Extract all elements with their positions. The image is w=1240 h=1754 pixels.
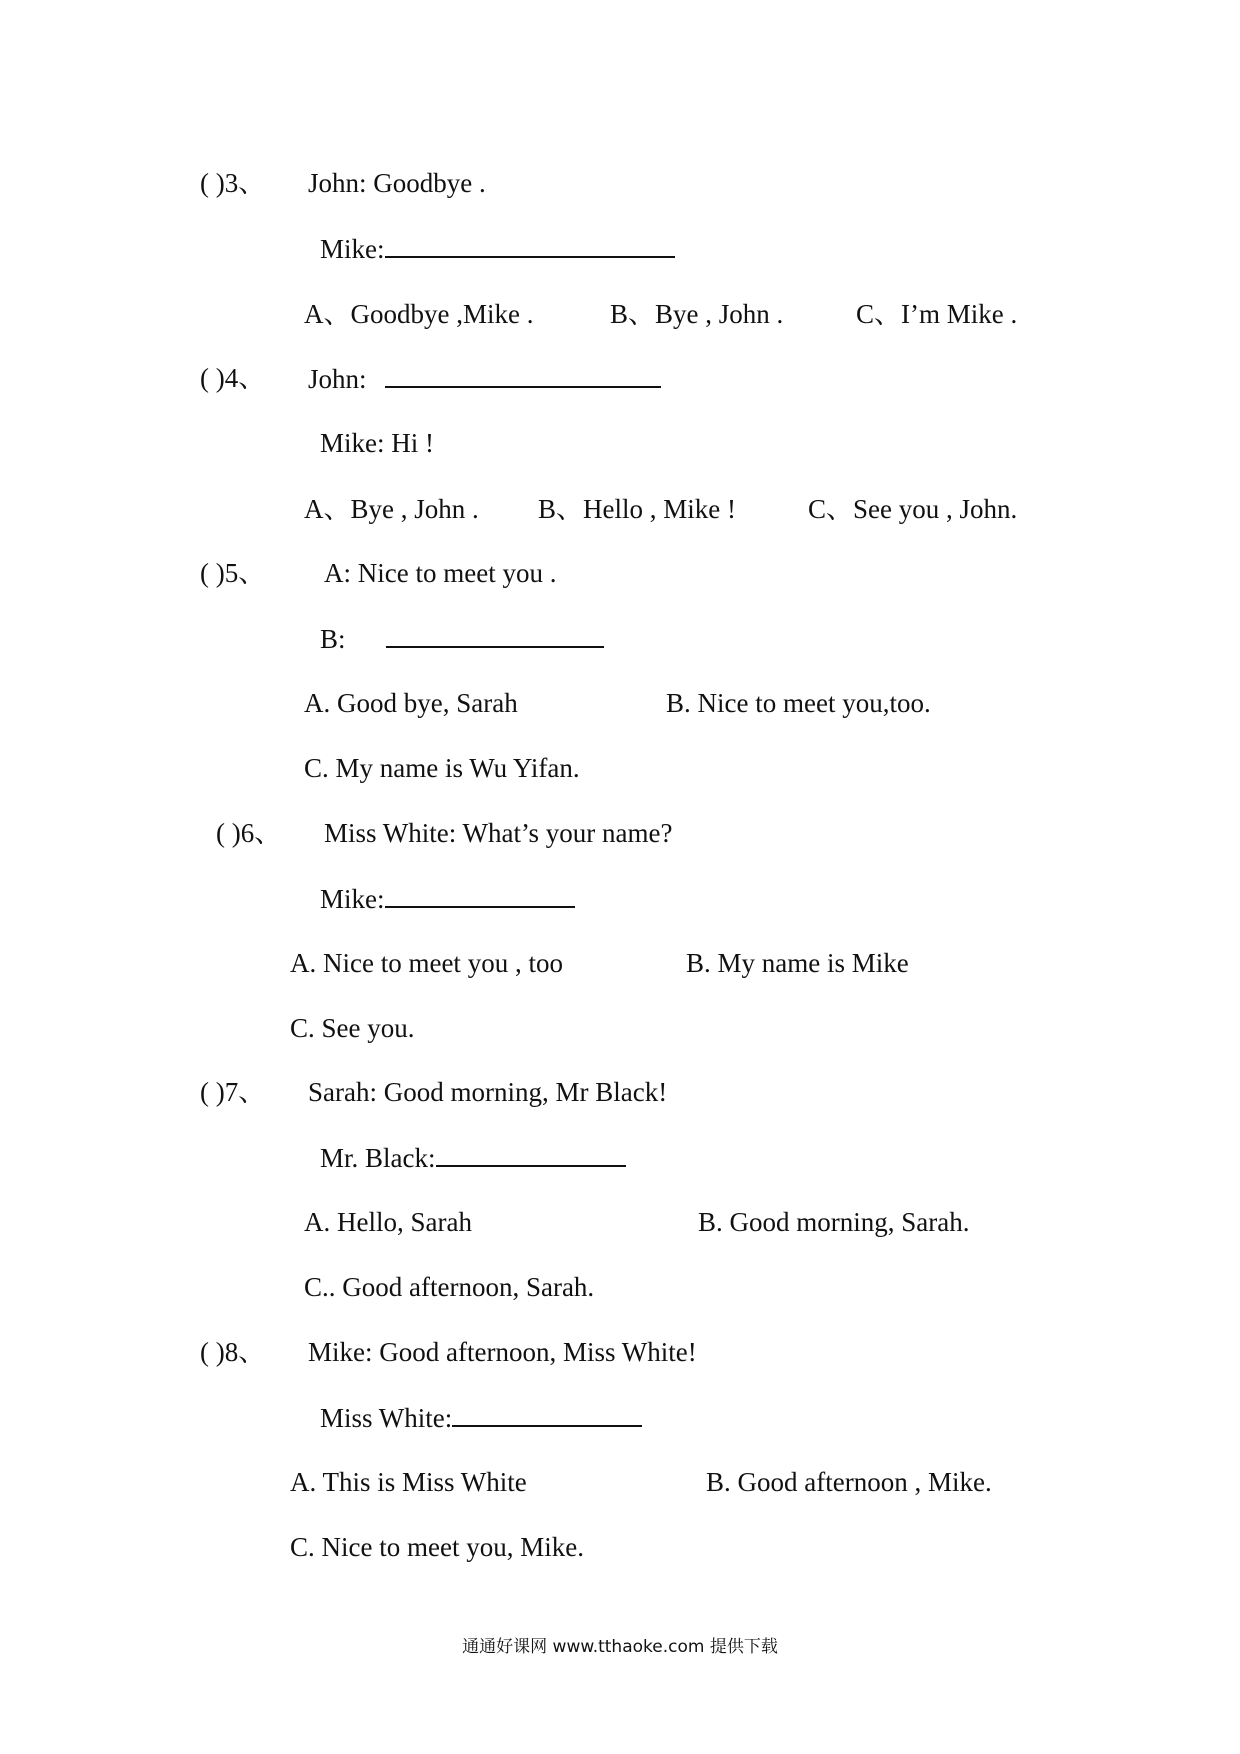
question-7-option-a: A. Hello, Sarah xyxy=(304,1207,472,1237)
question-3-option-b: B、Bye , John . xyxy=(610,299,784,329)
question-8-option-a: A. This is Miss White xyxy=(290,1467,527,1497)
page-footer: 通通好课网 www.tthaoke.com 提供下载 xyxy=(462,1637,778,1657)
question-4-option-c: C、See you , John. xyxy=(808,494,1018,524)
question-4-prompt: John: xyxy=(308,364,367,394)
question-6-prompt: Miss White: What’s your name? xyxy=(324,818,673,848)
question-6-reply-line xyxy=(320,882,575,915)
question-4-option-a: A、Bye , John . xyxy=(304,494,479,524)
question-7-prompt: Sarah: Good morning, Mr Black! xyxy=(308,1077,668,1107)
question-7-option-b: B. Good morning, Sarah. xyxy=(698,1207,970,1237)
question-5-option-c: C. My name is Wu Yifan. xyxy=(304,753,580,783)
question-6-reply-label: Mike: xyxy=(320,884,385,914)
question-5-number: ( )5、 xyxy=(200,558,266,588)
question-4-option-b: B、Hello , Mike ! xyxy=(538,494,736,524)
question-8-option-c: C. Nice to meet you, Mike. xyxy=(290,1532,584,1562)
question-7-number: ( )7、 xyxy=(200,1077,266,1107)
question-3-number: ( )3、 xyxy=(200,168,266,198)
question-4-answer-blank[interactable] xyxy=(385,362,661,388)
question-5-option-b: B. Nice to meet you,too. xyxy=(666,688,931,718)
question-3-option-a: A、Goodbye ,Mike . xyxy=(304,299,534,329)
question-4-prompt-line xyxy=(308,362,661,395)
question-7-option-c: C.. Good afternoon, Sarah. xyxy=(304,1272,595,1302)
question-5-prompt: A: Nice to meet you . xyxy=(324,558,557,588)
question-6-number: ( )6、 xyxy=(216,818,282,848)
question-3-option-c: C、I’m Mike . xyxy=(856,299,1018,329)
question-8-reply-line xyxy=(320,1401,642,1434)
question-3-prompt: John: Goodbye . xyxy=(308,168,486,198)
question-3-reply-label: Mike: xyxy=(320,234,385,264)
question-5-answer-blank[interactable] xyxy=(386,622,604,648)
question-4-number: ( )4、 xyxy=(200,363,266,393)
question-5-reply-line xyxy=(320,622,604,655)
question-8-prompt: Mike: Good afternoon, Miss White! xyxy=(308,1337,697,1367)
question-4-reply: Mike: Hi ! xyxy=(320,428,434,458)
question-5-option-a: A. Good bye, Sarah xyxy=(304,688,518,718)
question-8-reply-label: Miss White: xyxy=(320,1403,453,1433)
question-8-answer-blank[interactable] xyxy=(452,1401,642,1427)
question-3-answer-blank[interactable] xyxy=(385,232,675,258)
question-6-option-c: C. See you. xyxy=(290,1013,415,1043)
question-3-reply-line xyxy=(320,232,675,265)
question-6-option-a: A. Nice to meet you , too xyxy=(290,948,563,978)
question-5-reply-label: B: xyxy=(320,624,346,654)
question-6-answer-blank[interactable] xyxy=(385,882,575,908)
question-7-reply-line xyxy=(320,1141,626,1174)
question-8-number: ( )8、 xyxy=(200,1337,266,1367)
question-6-option-b: B. My name is Mike xyxy=(686,948,909,978)
question-7-answer-blank[interactable] xyxy=(436,1141,626,1167)
question-7-reply-label: Mr. Black: xyxy=(320,1143,436,1173)
question-8-option-b: B. Good afternoon , Mike. xyxy=(706,1467,992,1497)
